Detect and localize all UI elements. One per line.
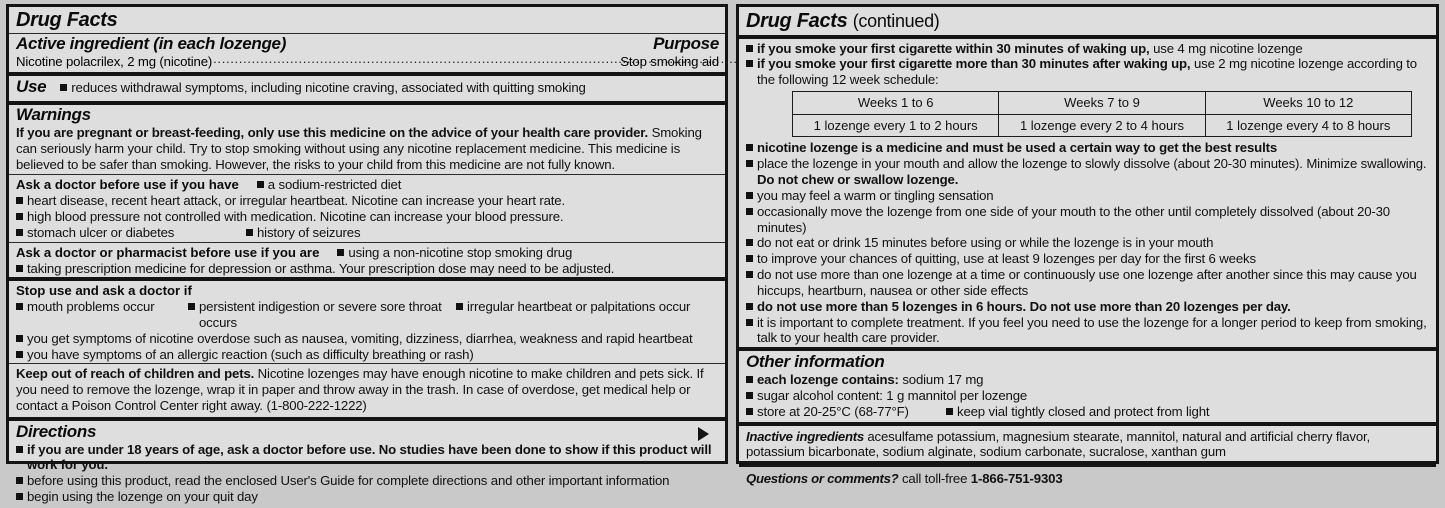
questions-text: call toll-free: [901, 471, 971, 487]
bullet-square-icon: [946, 408, 953, 415]
bullet-item: [746, 204, 1430, 236]
usage-bullet-0: nicotine lozenge is a medicine and must be used a certain way to get the best results: [757, 140, 1278, 156]
bullet-item: [16, 347, 719, 363]
table-header-weeks-1-6: Weeks 1 to 6: [793, 92, 999, 115]
dosing-schedule-table: [792, 91, 1412, 137]
bullet-item: [16, 261, 719, 277]
dot-leader: [213, 53, 619, 66]
table-header-weeks-10-12: Weeks 10 to 12: [1205, 92, 1411, 115]
stop-use-bullet-1: you have symptoms of an allergic reaction (such as difficulty breathing or rash): [27, 346, 474, 362]
bullet-item: [16, 209, 719, 225]
bullet-square-icon: [746, 255, 753, 262]
bullet-item: [746, 388, 1430, 404]
bullet-square-icon: [16, 335, 23, 342]
bullet-square-icon: [746, 271, 753, 278]
ask-doctor-bullet-1: high blood pressure not controlled with medication. Nicotine can increase your blood pressure.: [27, 209, 564, 225]
ask-doctor-bullet-0: heart disease, recent heart attack, or irregular heartbeat. Nicotine can increase your heart rate.: [27, 193, 566, 209]
bullet-item: [16, 473, 719, 489]
ask-doctor-paired-0: stomach ulcer or diabetes: [27, 224, 175, 240]
usage-bullet-2: you may feel a warm or tingling sensation: [757, 187, 994, 203]
dosing-bullet-1-rest: use 4 mg nicotine lozenge: [1153, 40, 1303, 56]
bullet-square-icon: [60, 84, 67, 91]
bullet-item: [746, 41, 1430, 57]
usage-bullet-6: do not use more than one lozenge at a time or continuously use one lozenge after another since this may cause you hiccups, heartburn, nausea or other side effects: [757, 267, 1417, 298]
panel-title-left: [9, 7, 725, 33]
inactive-ingredients-text: acesulfame potassium, magnesium stearate, mannitol, natural and artificial cherry flavor, potassium bicarbonate, sodium alginate, sodium carbonate, sucralose, xanthan gum: [746, 428, 1371, 460]
drug-facts-panel-right: [736, 4, 1439, 487]
bullet-item: [16, 442, 719, 474]
table-cell-dose-1: 1 lozenge every 1 to 2 hours: [793, 114, 999, 137]
usage-bullet-5: to improve your chances of quitting, use at least 9 lozenges per day for the first 6 weeks: [757, 251, 1256, 267]
bullet-square-icon: [16, 303, 23, 310]
usage-bullet-1-bold: Do not chew or swallow lozenge.: [757, 172, 959, 187]
bullet-square-icon: [746, 303, 753, 310]
table-header-weeks-7-9: Weeks 7 to 9: [999, 92, 1205, 115]
bullet-square-icon: [16, 351, 23, 358]
dosing-bullet-2-rest: use 2 mg nicotine lozenge according to the following 12 week schedule:: [757, 56, 1417, 88]
bullet-square-icon: [746, 208, 753, 215]
continuation-arrow-icon: [698, 427, 709, 441]
section-keep-out-of-reach: [9, 363, 725, 417]
ask-doctor-paired-bullets: [16, 225, 719, 241]
bullet-square-icon: [746, 319, 753, 326]
other-info-paired-bullets: [746, 404, 1430, 420]
usage-bullet-1-rest: place the lozenge in your mouth and allow the lozenge to slowly dissolve (about 20-30 minutes). Minimize swallowing.: [757, 156, 1427, 172]
dosing-bullet-1-bold: if you smoke your first cigarette within 30 minutes of waking up,: [757, 40, 1150, 56]
bullet-item: [746, 235, 1430, 251]
section-other-information: [739, 347, 1436, 421]
drug-facts-title-text: Drug Facts: [746, 10, 848, 32]
table-row-header: [793, 92, 1412, 115]
active-ingredient-row: [16, 53, 719, 69]
panel-title-right: [739, 7, 1436, 35]
bullet-item: [746, 140, 1430, 156]
bullet-item: [16, 489, 719, 505]
section-dosing: [739, 35, 1436, 348]
stop-use-bullet-0: you get symptoms of nicotine overdose such as nausea, vomiting, dizziness, diarrhea, weakness and rapid heartbeat: [27, 330, 693, 346]
keep-out-bold: Keep out of reach of children and pets.: [16, 366, 255, 382]
section-active-ingredient: [9, 33, 725, 73]
bullet-square-icon: [746, 60, 753, 67]
use-bullet: reduces withdrawal symptoms, including nicotine craving, associated with quitting smoking: [71, 80, 586, 96]
bullet-square-icon: [746, 45, 753, 52]
questions-phone: 1-866-751-9303: [970, 471, 1063, 487]
bullet-item: [746, 156, 1430, 188]
directions-bullet-1: before using this product, read the enclosed User's Guide for complete directions and other important information: [27, 473, 670, 489]
ask-pharmacist-inline-bullet: using a non-nicotine stop smoking drug: [348, 244, 573, 260]
stop-use-paired-2: irregular heartbeat or palpitations occur: [467, 299, 691, 315]
ask-doctor-heading: Ask a doctor before use if you have: [16, 177, 239, 193]
warnings-pregnancy-bold: If you are pregnant or breast-feeding, only use this medicine on the advice of your health care provider.: [16, 124, 649, 140]
active-ingredient-value: Nicotine polacrilex, 2 mg (nicotine): [16, 54, 213, 70]
inactive-ingredients-paragraph: [746, 429, 1430, 461]
other-info-bullet-2: sugar alcohol content: 1 g mannitol per lozenge: [757, 387, 1028, 403]
questions-heading: Questions or comments?: [746, 471, 899, 487]
bullet-item: [746, 56, 1430, 88]
section-questions: [739, 463, 1436, 491]
bullet-item: [746, 372, 1430, 388]
stop-use-paired-1: persistent indigestion or severe sore throat occurs: [199, 299, 442, 330]
ask-doctor-paired-1: history of seizures: [257, 224, 361, 240]
bullet-square-icon: [456, 303, 463, 310]
section-ask-doctor: [9, 174, 725, 241]
bullet-square-icon: [16, 229, 23, 236]
directions-bullet-0: if you are under 18 years of age, ask a doctor before use. No studies have been done to show if this product will work for you.: [27, 441, 712, 473]
section-stop-use: [9, 277, 725, 363]
use-heading: Use: [16, 77, 47, 97]
questions-paragraph: [746, 471, 1430, 487]
bullet-square-icon: [188, 303, 195, 310]
inactive-ingredients-heading: Inactive ingredients: [746, 428, 864, 444]
bullet-item: [746, 251, 1430, 267]
bullet-square-icon: [257, 181, 264, 188]
ask-pharmacist-heading: Ask a doctor or pharmacist before use if you are: [16, 244, 320, 260]
drug-facts-title: Drug Facts: [16, 9, 118, 31]
bullet-square-icon: [746, 239, 753, 246]
keep-out-paragraph: [16, 366, 719, 414]
other-info-bullet-1-bold: each lozenge contains:: [757, 371, 899, 387]
other-info-bullet-3a: store at 20-25°C (68-77°F): [757, 403, 909, 419]
usage-bullet-3: occasionally move the lozenge from one side of your mouth to the other until completely dissolved (about 20-30 minutes): [757, 203, 1390, 235]
bullet-item: [746, 299, 1430, 315]
bullet-item: [746, 188, 1430, 204]
other-information-heading: Other information: [746, 352, 885, 372]
other-info-bullet-1-rest: sodium 17 mg: [902, 371, 984, 387]
bullet-item: [746, 315, 1430, 347]
table-cell-dose-3: 1 lozenge every 4 to 8 hours: [1205, 114, 1411, 137]
bullet-square-icon: [746, 160, 753, 167]
bullet-square-icon: [16, 265, 23, 272]
usage-bullet-7: do not use more than 5 lozenges in 6 hours. Do not use more than 20 lozenges per day.: [757, 298, 1291, 314]
bullet-item: [16, 193, 719, 209]
directions-bullet-2: begin using the lozenge on your quit day: [27, 489, 258, 505]
ask-pharmacist-bullet-0: taking prescription medicine for depression or asthma. Your prescription dose may need to be adjusted.: [27, 260, 615, 276]
section-use: [9, 72, 725, 101]
bullet-square-icon: [16, 446, 23, 453]
bullet-square-icon: [246, 229, 253, 236]
bullet-square-icon: [746, 376, 753, 383]
dosing-bullet-2-bold: if you smoke your first cigarette more than 30 minutes after waking up,: [757, 56, 1191, 72]
bullet-square-icon: [16, 213, 23, 220]
section-ask-pharmacist: [9, 242, 725, 278]
bullet-square-icon: [337, 249, 344, 256]
bullet-square-icon: [746, 408, 753, 415]
usage-bullet-8: it is important to complete treatment. If you feel you need to use the lozenge for a longer period to keep from smoking, talk to your health care provider.: [757, 314, 1427, 346]
section-inactive-ingredients: [739, 422, 1436, 464]
table-cell-dose-2: 1 lozenge every 2 to 4 hours: [999, 114, 1205, 137]
bullet-square-icon: [746, 392, 753, 399]
other-info-bullet-3b: keep vial tightly closed and protect from light: [957, 403, 1210, 419]
stop-use-heading: Stop use and ask a doctor if: [16, 283, 192, 299]
usage-bullet-4: do not eat or drink 15 minutes before using or while the lozenge is in your mouth: [757, 235, 1214, 251]
purpose-value: Stop smoking aid: [620, 54, 719, 70]
purpose-heading: Purpose: [653, 33, 719, 53]
bullet-square-icon: [16, 197, 23, 204]
stop-use-paired-bullets: [16, 299, 719, 331]
section-directions: [9, 417, 725, 508]
bullet-square-icon: [746, 144, 753, 151]
section-warnings: [9, 101, 725, 174]
table-row: [793, 114, 1412, 137]
ask-doctor-inline-bullet: a sodium-restricted diet: [267, 177, 402, 193]
bullet-square-icon: [16, 493, 23, 500]
bullet-square-icon: [16, 477, 23, 484]
drug-facts-panel-left: [6, 4, 728, 505]
active-ingredient-heading: Active ingredient (in each lozenge): [16, 33, 287, 53]
warnings-pregnancy-rest: Smoking can seriously harm your child. Try to stop smoking without using any nicotine replacement medicine. This medicine is believed to be safer than smoking. However, the risks to your child from this medicine are not fully known.: [16, 124, 702, 172]
directions-heading: Directions: [16, 421, 97, 441]
continued-label: (continued): [852, 11, 940, 31]
warnings-pregnancy-paragraph: [16, 125, 719, 173]
stop-use-paired-0: mouth problems occur: [27, 299, 155, 315]
keep-out-rest: Nicotine lozenges may have enough nicotine to make children and pets sick. If you need to remove the lozenge, wrap it in paper and throw away in the trash. In case of overdose, get medical help or contact a Poison Control Center right away. (1-800-222-1222): [16, 366, 704, 414]
bullet-square-icon: [746, 192, 753, 199]
warnings-heading: Warnings: [16, 105, 91, 125]
bullet-item: [16, 331, 719, 347]
drug-facts-continued-title: [746, 11, 1430, 33]
bullet-item: [746, 267, 1430, 299]
